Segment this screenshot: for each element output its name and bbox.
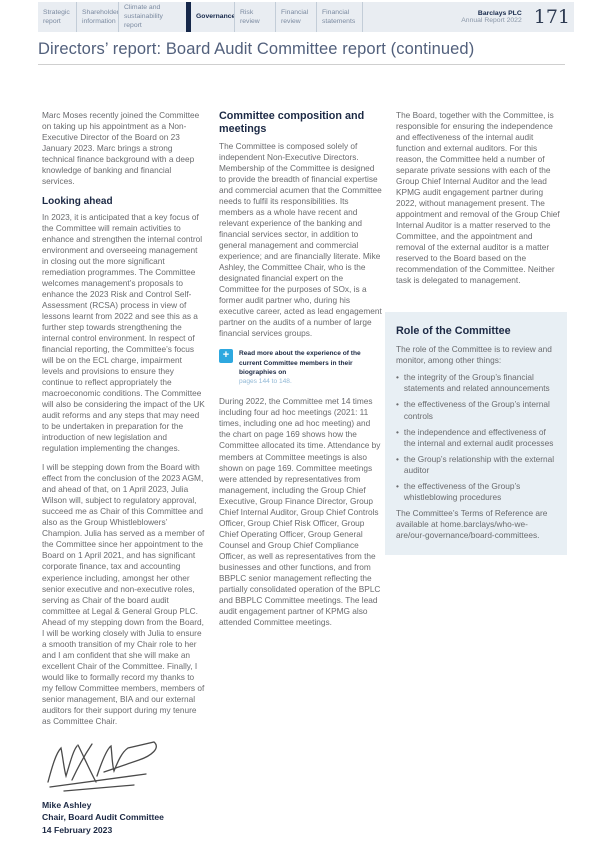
- role-bullet-1: [396, 372, 556, 394]
- column-2: [219, 110, 383, 636]
- tab-governance[interactable]: Governance: [186, 2, 234, 32]
- column-1: [42, 110, 205, 836]
- role-bullet-5: [396, 481, 556, 503]
- brand-subtitle: Annual Report 2022: [461, 17, 522, 24]
- col1-paragraph-3: I will be stepping down from the Board with effect from the conclusion of the 2023 AGM, and ahead of that, on 1 April 2023, Julia Wilson will, subject to regulatory approval, succeed me as Chair of this Committee and also as the Group Whistleblowers’ Champion. Julia has served as a member of the Committee since her appointment to the Board on 1 April 2021, and has significant corporate finance, tax and accounting experience including, amongst her other senior executive and non-executive roles, serving as Chair of the board audit committee at Legal & General Group PLC. Ahead of my stepping down from the Board, I will be working closely with Julia to ensure a smooth transition of my Chair role to her and I am confident that she will make an excellent Chair of the Committee. Finally, I would like to formally record my thanks to my fellow Committee members, members of senior management, BIA and our external auditors for their support during my tenure as Committee Chair.: [42, 462, 205, 726]
- bullet-dot: •: [396, 480, 399, 491]
- signer-role: Chair, Board Audit Committee: [42, 812, 164, 823]
- terms-of-reference: [396, 508, 556, 541]
- tab-financial-review[interactable]: Financial review: [275, 2, 316, 32]
- read-more-callout: [219, 349, 383, 386]
- col1-paragraph-2: In 2023, it is anticipated that a key focus of the Committee will remain activities to enhance and strengthen the internal control environment and overseeing management in closing out the more significant remediation programmes. The Committee welcomes management’s proposals to enhance the 2023 Risk and Control Self-Assessment (RCSA) process in view of lessons learnt from 2022 and see this as a further step towards strengthening the internal control environment. In respect of financial reporting, the Committee’s focus will be on the ECL charge, impairment levels and provisions to ensure they continue to reflect appropriately the macroeconomic conditions. The Committee will also be considering the impact of the UK audit reforms and any steps that may need to be undertaken in preparation for the introduction of new legislation and regulation implementing the changes.: [42, 211, 205, 454]
- strip-spacer: [362, 2, 461, 32]
- bullet-text: the effectiveness of the Group’s internal controls: [403, 399, 550, 421]
- bullet-dot: •: [396, 372, 399, 383]
- col1-paragraph-1: Marc Moses recently joined the Committee on taking up his appointment as a Non-Executive Director of the Board on 23 January 2023. Marc brings a strong technical finance background with a deep knowledge of banking and financial services.: [42, 110, 200, 187]
- tab-strategic-report[interactable]: Strategic report: [43, 8, 70, 25]
- terms-prefix: The Committee’s Terms of Reference are available at: [396, 507, 548, 529]
- bullet-text: the independence and effectiveness of the internal and external audit processes: [403, 426, 554, 448]
- signer-name: Mike Ashley: [42, 799, 92, 810]
- column-3: [396, 110, 564, 295]
- col2-paragraph-1: The Committee is composed solely of independent Non-Executive Directors. Membership of the Committee is designed to provide the breadth of financial expertise and commercial acumen that the Committee needs to fulfil its responsibilities. Its members as a whole have recent and relevant experience of the banking and financial services sector, in addition to general management and commercial experience; and are financially literate. Mike Ashley, the Committee Chair, who is the designated financial expert on the Committee for the purposes of SOx, is a former audit partner who, during his executive career, acted as lead engagement partner on the audits of a number of large financial services groups.: [219, 140, 382, 339]
- role-box-bullet-list: [396, 372, 556, 502]
- title-rule: [38, 64, 565, 65]
- callout-pages-link[interactable]: pages 144 to 148.: [239, 378, 292, 386]
- tab-climate-sustainability[interactable]: Climate and sustainability report: [118, 2, 186, 32]
- role-bullet-3: [396, 427, 556, 449]
- role-bullet-2: [396, 399, 556, 421]
- signature: [42, 735, 205, 793]
- bullet-text: the effectiveness of the Group’s whistleblowing procedures: [403, 480, 521, 502]
- bullet-text: the integrity of the Group’s financial statements and related announcements: [403, 372, 550, 394]
- tab-shareholder-information[interactable]: Shareholder information: [76, 2, 118, 32]
- role-box-heading: Role of the Committee: [396, 325, 511, 337]
- bullet-text: the Group’s relationship with the external auditor: [403, 453, 555, 475]
- bullet-dot: •: [396, 453, 399, 464]
- plus-icon: +: [219, 349, 233, 363]
- tab-risk-review[interactable]: Risk review: [234, 2, 275, 32]
- brand-block: [461, 2, 525, 32]
- header-tabstrip: [38, 2, 574, 32]
- col2-heading-composition: Committee composition and meetings: [219, 110, 365, 135]
- col2-paragraph-2: During 2022, the Committee met 14 times including four ad hoc meetings (2021: 11 times, including one ad hoc meeting) and the chart on page 169 shows how the Committee allocated its time. Attendance by members at Committee meetings is also shown on page 169. Committee meetings were attended by representatives from management, including the Group Chief Executive, Group Finance Director, Group Chief Internal Auditor, Group Chief Controls Officer, Group Chief Risk Officer, Group Chief Operating Officer, Group General Counsel and Group Chief Compliance Officer, as well as representatives from the businesses and other functions, and from BBPLC senior management reflecting the partially consolidated operation of the BPLC and BBPLC Committee meetings. The lead audit engagement partner of KPMG also attended Committee meetings.: [219, 396, 381, 627]
- role-bullet-4: [396, 454, 556, 476]
- callout-text: [239, 349, 383, 386]
- bullet-dot: •: [396, 426, 399, 437]
- callout-label: Read more about the experience of the current Committee members in their biographies on: [239, 350, 361, 376]
- col1-heading-looking-ahead: Looking ahead: [42, 196, 113, 208]
- page-number: 171: [533, 6, 570, 28]
- brand-name: Barclays PLC: [477, 10, 522, 17]
- bullet-dot: •: [396, 399, 399, 410]
- tab-financial-statements[interactable]: Financial statements: [316, 2, 362, 32]
- terms-of-reference-link[interactable]: home.barclays/who-we-are/our-governance/board-committees.: [396, 518, 540, 540]
- signer-date: 14 February 2023: [42, 824, 113, 835]
- col3-paragraph-1: The Board, together with the Committee, is responsible for ensuring the independence and effectiveness of the internal audit function and external auditors. For this reason, the Committee held a number of separate private sessions with each of the Group Chief Internal Auditor and the lead KPMG audit engagement partner during 2022, without management present. The appointment and removal of the Group Chief Internal Auditor is a matter reserved to the Committee, and the appointment and removal of the external auditor is a matter reserved to the Board based on the recommendation of the Committee. Neither task is delegated to management.: [396, 110, 560, 286]
- role-box-intro: The role of the Committee is to review and monitor, among other things:: [396, 344, 552, 366]
- page-title: Directors’ report: Board Audit Committee report (continued): [38, 40, 475, 58]
- role-of-committee-box: [385, 312, 567, 555]
